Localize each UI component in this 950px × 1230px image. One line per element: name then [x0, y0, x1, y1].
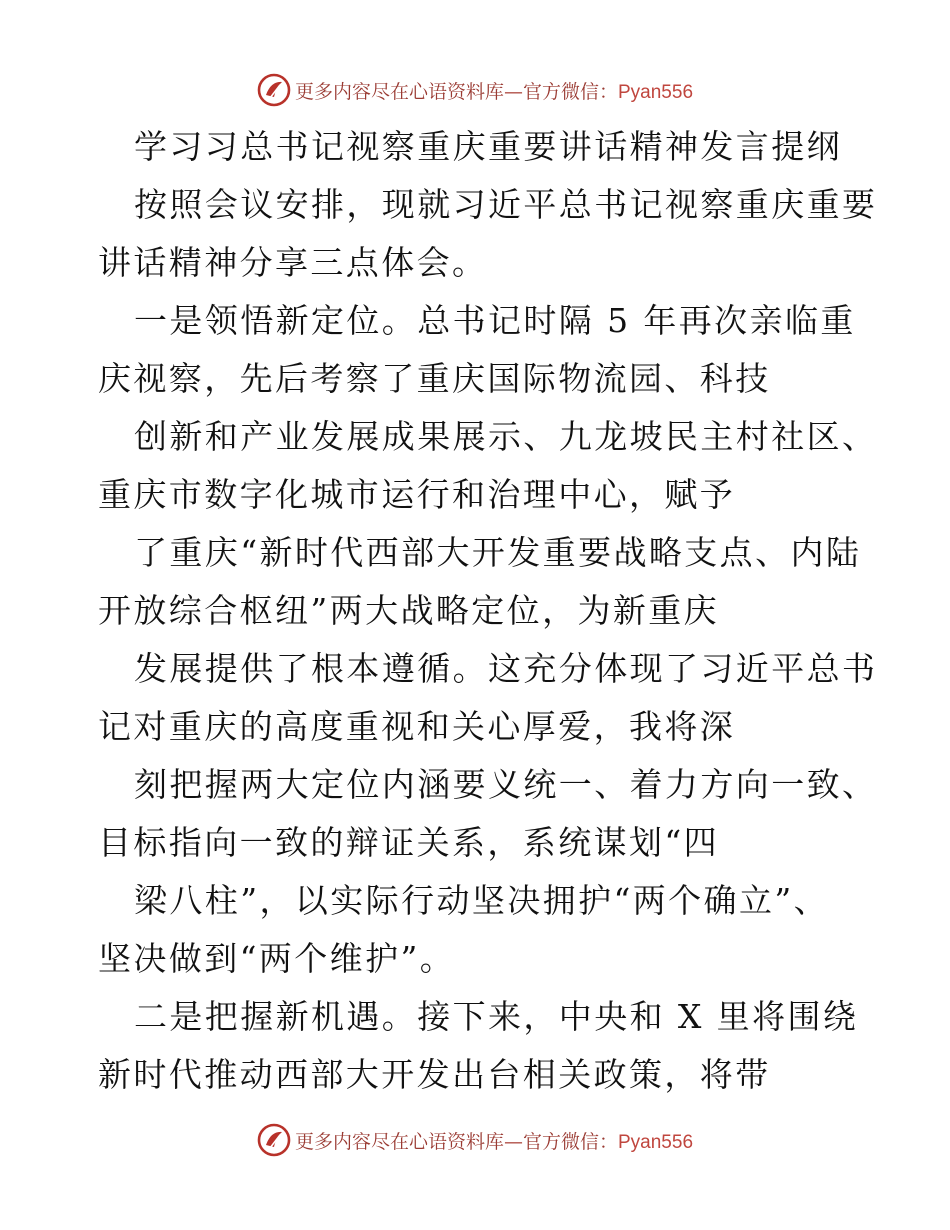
text-line: 开放综合枢纽”两大战略定位，为新重庆 [98, 591, 720, 630]
footer-watermark [0, 1120, 950, 1160]
watermark-dash: — [503, 80, 523, 103]
text-line: 按照会议安排，现就习近平总书记视察重庆重要 [134, 185, 878, 224]
document-body [98, 118, 878, 1104]
text-line: 讲话精神分享三点体会。 [98, 243, 488, 282]
watermark-wechat-label: 官方微信： [522, 80, 618, 103]
watermark-wechat-id: Pyan556 [618, 81, 694, 103]
brand-logo-icon [257, 73, 291, 107]
text-line: 重庆市数字化城市运行和治理中心，赋予 [98, 475, 736, 514]
text-line: 梁八柱”，以实际行动坚决拥护“两个确立”、 [134, 881, 830, 920]
text-line: 发展提供了根本遵循。这充分体现了习近平总书 [134, 649, 878, 688]
text-line: 刻把握两大定位内涵要义统一、着力方向一致、 [134, 765, 878, 804]
text-line: 创新和产业发展成果展示、九龙坡民主村社区、 [134, 417, 878, 456]
watermark-wechat-id: Pyan556 [618, 1131, 694, 1153]
watermark-site: 更多内容尽在心语资料库 [294, 80, 504, 103]
text-line: 庆视察，先后考察了重庆国际物流园、科技 [98, 359, 771, 398]
watermark-dash: — [503, 1130, 523, 1153]
text-line: 一是领悟新定位。总书记时隔 5 年再次亲临重 [134, 301, 856, 340]
watermark-site: 更多内容尽在心语资料库 [294, 1130, 504, 1153]
header-watermark [0, 70, 950, 110]
watermark-text [295, 77, 693, 104]
document-title: 学习习总书记视察重庆重要讲话精神发言提纲 [134, 127, 842, 166]
watermark-wechat-label: 官方微信： [522, 1130, 618, 1153]
text-line: 坚决做到“两个维护”。 [98, 939, 456, 978]
watermark-text [295, 1127, 693, 1154]
text-line: 目标指向一致的辩证关系，系统谋划“四 [98, 823, 720, 862]
text-line: 了重庆“新时代西部大开发重要战略支点、内陆 [134, 533, 862, 572]
text-line: 二是把握新机遇。接下来，中央和 X 里将围绕 [134, 997, 859, 1036]
text-line: 记对重庆的高度重视和关心厚爱，我将深 [98, 707, 736, 746]
text-line: 新时代推动西部大开发出台相关政策，将带 [98, 1055, 771, 1094]
brand-logo-icon [257, 1123, 291, 1157]
